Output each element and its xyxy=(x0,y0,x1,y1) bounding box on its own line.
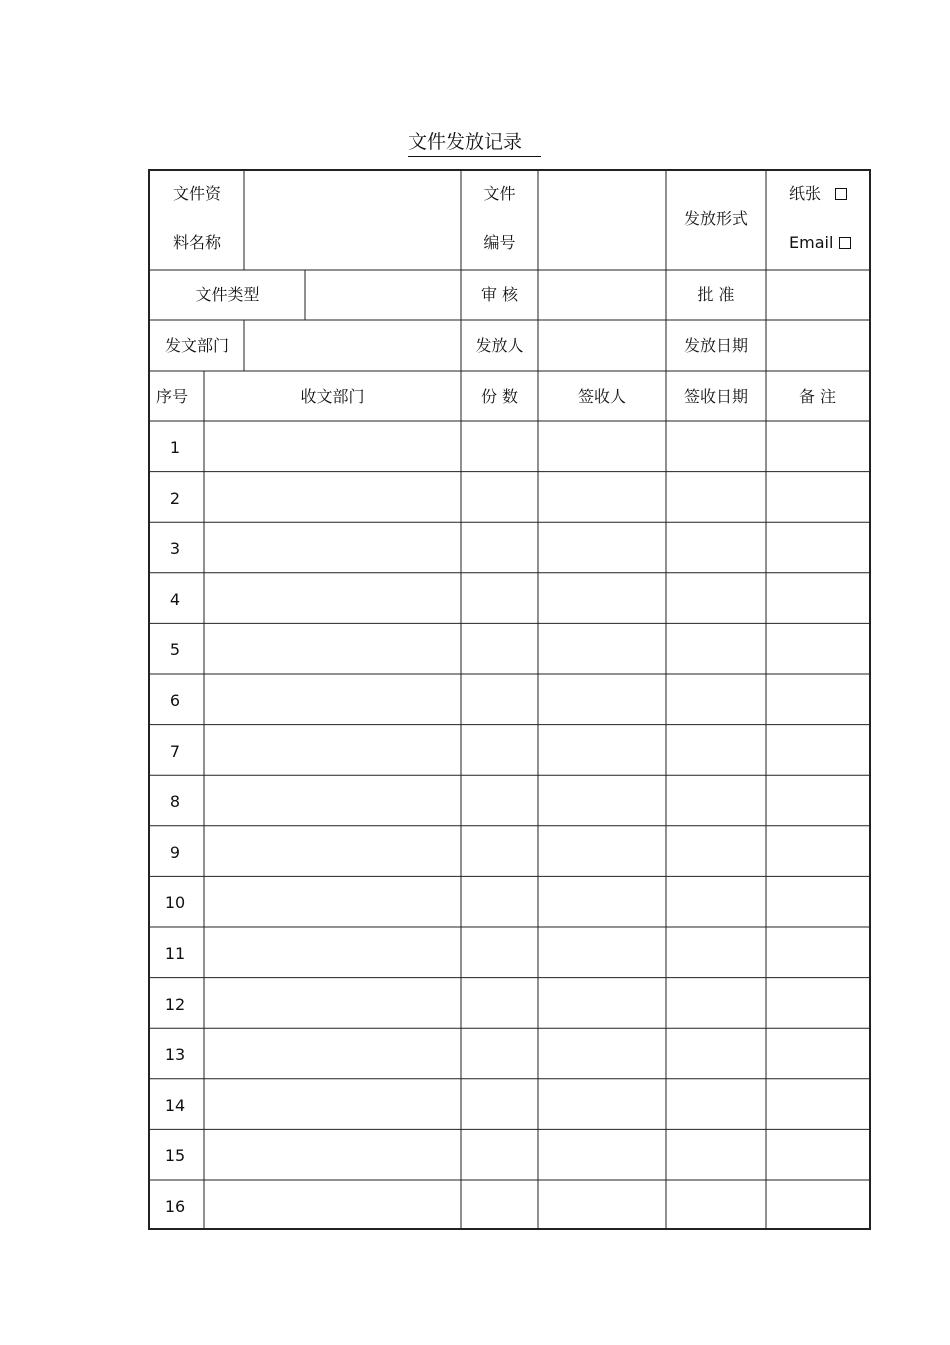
cell-remarks[interactable] xyxy=(766,1028,869,1079)
email-checkbox[interactable] xyxy=(839,237,851,249)
cell-remarks[interactable] xyxy=(766,1129,869,1180)
row-number: 2 xyxy=(169,488,181,508)
issuer-label: 发放人 xyxy=(475,336,524,355)
cell-copies[interactable] xyxy=(461,522,538,573)
approve-field[interactable] xyxy=(766,270,869,320)
issuing-dept-field[interactable] xyxy=(244,320,461,371)
cell-recv-dept[interactable] xyxy=(204,674,461,725)
doc-name-field[interactable] xyxy=(244,171,461,270)
cell-sign-date[interactable] xyxy=(666,1180,766,1231)
cell-remarks[interactable] xyxy=(766,978,869,1029)
cell-copies[interactable] xyxy=(461,725,538,776)
cell-sign-date[interactable] xyxy=(666,1129,766,1180)
review-field[interactable] xyxy=(538,270,666,320)
row-number: 16 xyxy=(164,1197,186,1216)
cell-signer[interactable] xyxy=(538,927,666,978)
cell-copies[interactable] xyxy=(461,1180,538,1231)
cell-recv-dept[interactable] xyxy=(204,775,461,826)
cell-remarks[interactable] xyxy=(766,421,869,472)
row-number: 7 xyxy=(169,741,181,761)
cell-signer[interactable] xyxy=(538,472,666,523)
cell-remarks[interactable] xyxy=(766,927,869,978)
cell-recv-dept[interactable] xyxy=(204,876,461,927)
cell-signer[interactable] xyxy=(538,623,666,674)
row-number: 11 xyxy=(164,944,186,963)
cell-sign-date[interactable] xyxy=(666,1028,766,1079)
cell-copies[interactable] xyxy=(461,775,538,826)
row-number: 8 xyxy=(169,792,181,812)
cell-remarks[interactable] xyxy=(766,472,869,523)
cell-signer[interactable] xyxy=(538,522,666,573)
doc-no-field[interactable] xyxy=(538,171,666,270)
cell-recv-dept[interactable] xyxy=(204,725,461,776)
issue-form-label: 发放形式 xyxy=(683,209,748,228)
cell-recv-dept[interactable] xyxy=(204,1028,461,1079)
row-number: 12 xyxy=(164,994,186,1014)
cell-copies[interactable] xyxy=(461,1129,538,1180)
paper-checkbox[interactable] xyxy=(835,188,847,200)
cell-signer[interactable] xyxy=(538,1079,666,1130)
cell-recv-dept[interactable] xyxy=(204,421,461,472)
cell-remarks[interactable] xyxy=(766,522,869,573)
cell-signer[interactable] xyxy=(538,573,666,624)
cell-remarks[interactable] xyxy=(766,573,869,624)
cell-recv-dept[interactable] xyxy=(204,826,461,877)
page-title: 文件发放记录 xyxy=(408,128,541,157)
cell-copies[interactable] xyxy=(461,1028,538,1079)
cell-sign-date[interactable] xyxy=(666,775,766,826)
col-header-sign-date: 签收日期 xyxy=(683,387,748,406)
cell-copies[interactable] xyxy=(461,573,538,624)
issue-date-field[interactable] xyxy=(766,320,869,371)
cell-copies[interactable] xyxy=(461,472,538,523)
issue-date-label: 发放日期 xyxy=(683,336,748,355)
cell-recv-dept[interactable] xyxy=(204,1079,461,1130)
cell-signer[interactable] xyxy=(538,1180,666,1231)
cell-recv-dept[interactable] xyxy=(204,472,461,523)
cell-signer[interactable] xyxy=(538,725,666,776)
cell-sign-date[interactable] xyxy=(666,421,766,472)
cell-sign-date[interactable] xyxy=(666,623,766,674)
cell-recv-dept[interactable] xyxy=(204,927,461,978)
row-number: 9 xyxy=(169,842,181,862)
cell-recv-dept[interactable] xyxy=(204,1129,461,1180)
cell-signer[interactable] xyxy=(538,826,666,877)
option-paper[interactable] xyxy=(789,184,847,204)
doc-name-label-2: 料名称 xyxy=(172,233,221,252)
option-paper-label: 纸张 xyxy=(789,184,822,203)
cell-signer[interactable] xyxy=(538,1129,666,1180)
cell-signer[interactable] xyxy=(538,876,666,927)
row-number: 4 xyxy=(169,589,181,609)
cell-sign-date[interactable] xyxy=(666,927,766,978)
cell-recv-dept[interactable] xyxy=(204,623,461,674)
option-email-label: Email xyxy=(789,233,834,252)
cell-recv-dept[interactable] xyxy=(204,978,461,1029)
doc-type-field[interactable] xyxy=(305,270,461,320)
col-header-remarks: 备 注 xyxy=(798,387,837,406)
cell-remarks[interactable] xyxy=(766,826,869,877)
row-number: 1 xyxy=(169,438,181,457)
row-number: 13 xyxy=(164,1045,186,1065)
cell-copies[interactable] xyxy=(461,623,538,674)
cell-recv-dept[interactable] xyxy=(204,522,461,573)
cell-sign-date[interactable] xyxy=(666,725,766,776)
approve-label: 批 准 xyxy=(697,285,735,304)
cell-signer[interactable] xyxy=(538,421,666,472)
cell-remarks[interactable] xyxy=(766,1079,869,1130)
row-number: 14 xyxy=(164,1095,186,1115)
cell-copies[interactable] xyxy=(461,674,538,725)
cell-remarks[interactable] xyxy=(766,725,869,776)
cell-copies[interactable] xyxy=(461,978,538,1029)
row-number: 6 xyxy=(169,691,181,710)
row-number: 10 xyxy=(164,893,186,913)
col-header-copies: 份 数 xyxy=(480,387,519,406)
cell-copies[interactable] xyxy=(461,826,538,877)
cell-copies[interactable] xyxy=(461,421,538,472)
issuing-dept-label: 发文部门 xyxy=(164,336,229,355)
cell-remarks[interactable] xyxy=(766,876,869,927)
cell-remarks[interactable] xyxy=(766,775,869,826)
cell-signer[interactable] xyxy=(538,775,666,826)
row-number: 5 xyxy=(169,640,181,660)
cell-sign-date[interactable] xyxy=(666,674,766,725)
doc-no-label-1: 文件 xyxy=(483,184,516,203)
cell-sign-date[interactable] xyxy=(666,876,766,927)
cell-copies[interactable] xyxy=(461,927,538,978)
doc-name-label-1: 文件资 xyxy=(172,184,221,203)
row-number: 3 xyxy=(169,539,181,559)
cell-copies[interactable] xyxy=(461,876,538,927)
cell-signer[interactable] xyxy=(538,978,666,1029)
cell-signer[interactable] xyxy=(538,1028,666,1079)
cell-sign-date[interactable] xyxy=(666,472,766,523)
cell-remarks[interactable] xyxy=(766,623,869,674)
option-email[interactable] xyxy=(789,233,851,253)
cell-recv-dept[interactable] xyxy=(204,573,461,624)
cell-recv-dept[interactable] xyxy=(204,1180,461,1231)
cell-remarks[interactable] xyxy=(766,1180,869,1231)
cell-remarks[interactable] xyxy=(766,674,869,725)
review-label: 审 核 xyxy=(480,285,519,304)
cell-sign-date[interactable] xyxy=(666,826,766,877)
col-header-signer: 签收人 xyxy=(577,387,626,406)
cell-sign-date[interactable] xyxy=(666,1079,766,1130)
col-header-recv-dept: 收文部门 xyxy=(300,387,365,406)
row-number: 15 xyxy=(164,1146,186,1166)
cell-signer[interactable] xyxy=(538,674,666,725)
doc-type-label: 文件类型 xyxy=(195,285,260,304)
col-header-no: 序号 xyxy=(155,387,188,406)
cell-sign-date[interactable] xyxy=(666,573,766,624)
cell-sign-date[interactable] xyxy=(666,522,766,573)
doc-no-label-2: 编号 xyxy=(483,233,516,252)
cell-copies[interactable] xyxy=(461,1079,538,1130)
cell-sign-date[interactable] xyxy=(666,978,766,1029)
issuer-field[interactable] xyxy=(538,320,666,371)
